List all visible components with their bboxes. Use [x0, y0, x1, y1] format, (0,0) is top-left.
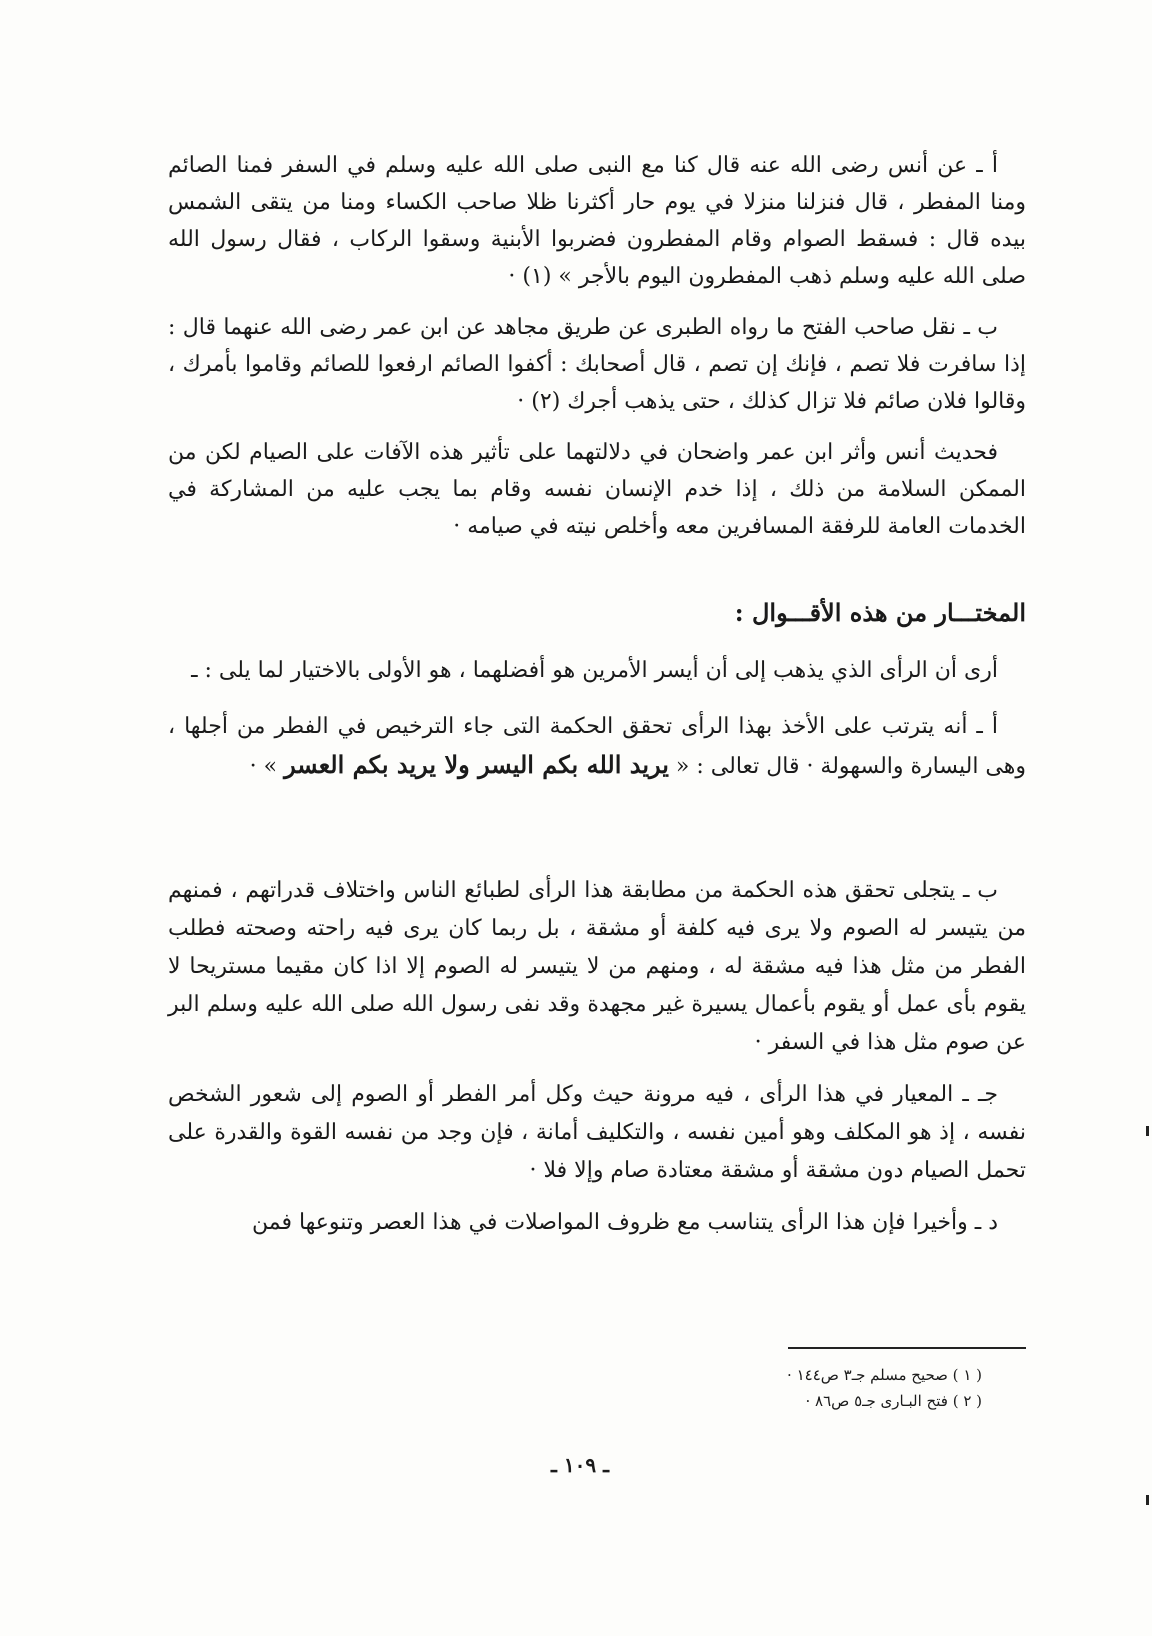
footnote-1: ( ١ ) صحيح مسلم جـ٣ ص١٤٤ · — [787, 1366, 982, 1384]
paragraph-point-b: ب ـ يتجلى تحقق هذه الحكمة من مطابقة هذا الرأى لطبائع الناس واختلاف قدراتهم ، فمنهم من يتيسر له الصوم ولا يرى فيه كلفة أو مشقة ، بل ربما كان يرى فيه راحته وصحته فطلب الفطر من مثل هذا فيه مشقة له ، ومنهم من لا يتيسر له الصوم إلا اذا كان مقيما مستريحا لا يقوم بأى عمل أو يقوم بأعمال يسيرة غير مجهدة وقد نفى رسول الله صلى الله عليه وسلم البر عن صوم مثل هذا في السفر · — [168, 878, 1026, 1055]
quran-quote: يريد الله بكم اليسر ولا يريد بكم العسر — [284, 750, 669, 779]
chosen-opinion-section — [168, 652, 1026, 786]
paragraph-point-a — [168, 708, 1026, 786]
reasons-section — [168, 872, 1026, 1242]
section-heading: المختـــار من هذه الأقـــوال : — [734, 598, 1026, 627]
paragraph-opinion: أرى أن الرأى الذي يذهب إلى أن أيسر الأمرين هو أفضلهما ، هو الأولى بالاختيار لما يلى : ـ — [191, 658, 998, 683]
scan-mark — [1146, 1495, 1149, 1505]
paragraph-commentary: فحديث أنس وأثر ابن عمر واضحان في دلالتهما على تأثير هذه الآفات على الصيام لكن من الممكن السلامة من ذلك ، إذا خدم الإنسان نفسه وقام بما يجب عليه من المشاركة في الخدمات العامة للرفقة المسافرين معه وأخلص نيته في صيامه · — [168, 440, 1026, 539]
quran-quote-close: » · — [249, 754, 278, 779]
page-number: ـ ١٠٩ ـ — [551, 1453, 609, 1477]
paragraph-point-j: جـ ـ المعيار في هذا الرأى ، فيه مرونة حيث وكل أمر الفطر أو الصوم إلى شعور الشخص نفسه ، إذ هو المكلف وهو أمين نفسه ، والتكليف أمانة ، فإن وجد من نفسه القوة والقدرة على تحمل الصيام دون مشقة أو مشقة معتادة صام وإلا فلا · — [168, 1082, 1026, 1183]
intro-section — [168, 147, 1026, 545]
scan-mark — [1146, 1126, 1149, 1136]
footnote-2: ( ٢ ) فتح البـارى جـ٥ ص٨٦ · — [805, 1392, 982, 1410]
paragraph-ibn-umar: ب ـ نقل صاحب الفتح ما رواه الطبرى عن طريق مجاهد عن ابن عمر رضى الله عنهما قال : إذا سافرت فلا تصم ، فإنك إن تصم ، قال أصحابك : أكفوا الصائم ارفعوا للصائم وقاموا بأمرك ، وقالوا فلان صائم فلا تزال كذلك ، حتى يذهب أجرك (٢) · — [168, 315, 1026, 414]
paragraph-point-d: د ـ وأخيرا فإن هذا الرأى يتناسب مع ظروف المواصلات في هذا العصر وتنوعها فمن — [251, 1210, 998, 1235]
paragraph-anas-hadith: أ ـ عن أنس رضى الله عنه قال كنا مع النبى صلى الله عليه وسلم في السفر فمنا الصائم ومنا المفطر ، قال فنزلنا منزلا في يوم حار أكثرنا ظلا صاحب الكساء ومنا من يتقى الشمس بيده قال : فسقط الصوام وقام المفطرون فضربوا الأبنية وسقوا الركاب ، فقال رسول الله صلى الله عليه وسلم ذهب المفطرون اليوم بالأجر » (١) · — [168, 153, 1026, 289]
footnote-divider — [788, 1347, 1026, 1349]
point-a-text: أ ـ أنه يترتب على الأخذ بهذا الرأى تحقق الحكمة التى جاء الترخيص في الفطر من أجلها ، وهى اليسارة والسهولة · قال تعالى : « — [168, 714, 1026, 779]
